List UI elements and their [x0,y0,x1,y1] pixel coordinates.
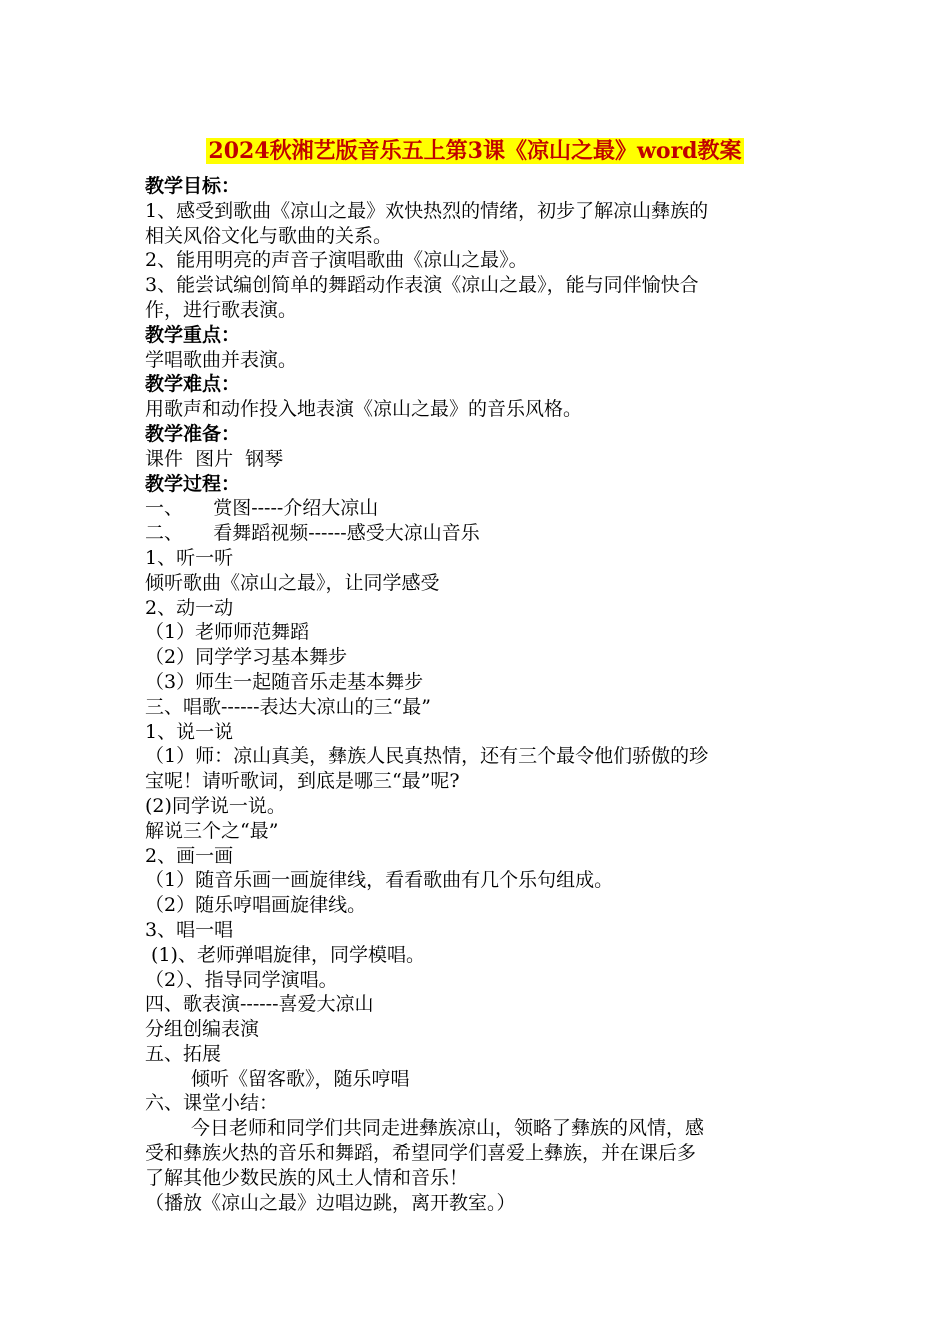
body-line: 2、画一画 [145,844,234,867]
body-line: 一、 赏图-----介绍大凉山 [145,497,379,520]
body-line: 分组创编表演 [145,1018,260,1041]
body-line: 四、歌表演------喜爱大凉山 [145,993,374,1016]
body-line: （2）、指导同学演唱。 [145,968,338,991]
body-line: 1、说一说 [145,720,234,743]
body-line: （1）随音乐画一画旋律线，看看歌曲有几个乐句组成。 [145,869,614,892]
body-line: 用歌声和动作投入地表演《凉山之最》的音乐风格。 [145,398,583,421]
body-line: 了解其他少数民族的风土人情和音乐！ [145,1166,469,1189]
body-line: 作，进行歌表演。 [145,298,298,321]
body-line: 相关风俗文化与歌曲的关系。 [145,224,393,247]
body-line: (1)、老师弹唱旋律，同学模唱。 [145,943,425,966]
body-line: 五、拓展 [145,1042,222,1065]
body-line: 2、能用明亮的声音子演唱歌曲《凉山之最》。 [145,249,528,272]
body-line: 三、唱歌------表达大凉山的三“最” [145,695,431,718]
body-line: 解说三个之“最” [145,819,279,842]
document-title [0,136,950,166]
body-line: 课件 图片 钢琴 [145,447,284,470]
document-body [145,174,810,1215]
body-line: (2)同学说一说。 [145,794,286,817]
body-line: （1）老师师范舞蹈 [145,621,310,644]
body-line: 1、感受到歌曲《凉山之最》欢快热烈的情绪，初步了解凉山彝族的 [145,199,709,222]
section-heading: 教学过程： [145,472,241,495]
section-heading: 教学重点： [145,323,241,346]
body-line: 1、听一听 [145,546,234,569]
body-line: 六、课堂小结： [145,1092,279,1115]
body-line: 宝呢！请听歌词，到底是哪三“最”呢? [145,770,460,793]
body-line: 受和彝族火热的音乐和舞蹈，希望同学们喜爱上彝族，并在课后多 [145,1142,697,1165]
document-page [145,136,810,1215]
body-line: （2）同学学习基本舞步 [145,646,348,669]
document-title-text: 2024秋湘艺版音乐五上第3课《凉山之最》word教案 [208,138,742,164]
body-line: （3）师生一起随音乐走基本舞步 [145,670,424,693]
body-line: （2）随乐哼唱画旋律线。 [145,894,367,917]
body-line: 2、动一动 [145,596,234,619]
body-line: 3、能尝试编创简单的舞蹈动作表演《凉山之最》，能与同伴愉快合 [145,274,699,297]
body-line: 3、唱一唱 [145,918,234,941]
body-line: 学唱歌曲并表演。 [145,348,298,371]
body-line: （1）师：凉山真美，彝族人民真热情，还有三个最令他们骄傲的珍 [145,745,709,768]
body-line: 二、 看舞蹈视频------感受大凉山音乐 [145,522,480,545]
section-heading: 教学准备： [145,422,241,445]
body-line: 倾听《留客歌》，随乐哼唱 [191,1067,410,1090]
section-heading: 教学难点： [145,373,241,396]
body-line: （播放《凉山之最》边唱边跳，离开教室。） [145,1191,516,1214]
section-heading: 教学目标： [145,175,241,197]
body-line: 今日老师和同学们共同走进彝族凉山，领略了彝族的风情，感 [191,1117,705,1140]
body-line: 倾听歌曲《凉山之最》，让同学感受 [145,571,440,594]
